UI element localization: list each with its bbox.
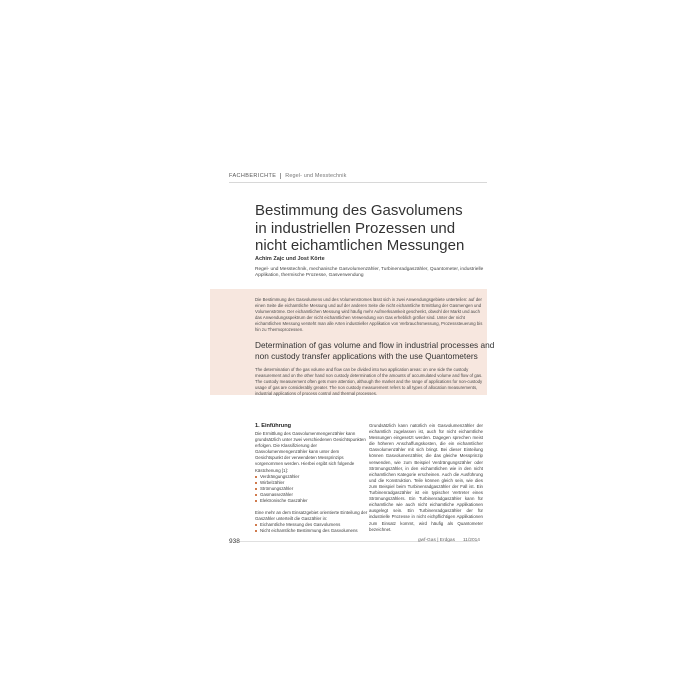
article-keywords: Regel- und Messtechnik, mechanische Gasvolumenzähler, Turbinenradgaszähler, Quantometer, industrielle Applikation, thermische Prozesse, Gasverwendung: [255, 267, 484, 279]
intro-paragraph: Die Ermittlung des Gasvolumenmengenzähler kann grundsätzlich unter zwei verschiedenen Gesichtspunkten erfolgen. Die Klassifizierung der Gasvolumenmengenzähler kann unter dem Gesichtspunkt der verwendeten Messprinzips vorgenommen werden. Hierbei ergibt sich folgende Kästchenung [1]:: [255, 431, 366, 473]
article-authors: Achim Zajc und Jost Körte: [255, 256, 325, 262]
title-line: nicht eichamtlichen Messungen: [255, 237, 465, 255]
page-number: 938: [229, 538, 240, 545]
abstract-english-title: [255, 340, 495, 361]
application-list: [255, 522, 368, 534]
subsection-name: Regel- und Messtechnik: [285, 173, 347, 179]
second-paragraph: Eine mehr an dem Einsatzgebiet orientierte Einteilung der Gaszähler unterteilt die Gaszähler in:: [255, 510, 368, 522]
right-column-paragraph: Grundsätzlich kann natürlich ein Gasvolumenzähler der eichamtlich zugelassen ist, auch für nicht eichamtliche Messungen eingesetzt werden. Dagegen sprechen meist die höheren Anschaffungskosten, die ein eichamtlicher Gasvolumenzähler mit sich bringt. Bei dieser Einteilung können Gasvolumenzähler, die das gleiche Messprinzip verwenden, wie zum Beispiel Verdrängungszähler oder Strömungszähler, in den eichamtlichen wie in den nicht eichamtlichen Kategorie erscheinen. Auch die Ausführung und die Konstruktion. Teile können gleich sein, wie dies zum Beispiel beim Turbinenradgaszähler der Fall ist. Ein Turbinenradgaszähler ist ein typischer Vertreter eines Strömungszählers. Ein Turbinenradgaszähler kann für eichamtliche wie auch nicht eichamtliche Applikationen ausgelegt sein. Ein Turbinenradgaszähler der für industrielle Prozesse in nicht eichpflichtigen Applikationen zum Einsatz kommt, wird häufig als Quantometer bezeichnet.: [369, 423, 483, 532]
list-item: Verdrängungszähler: [255, 474, 368, 480]
section-name: FACHBERICHTE: [229, 173, 277, 179]
meter-type-list: [255, 474, 368, 504]
abstract-german: Die Bestimmung des Gasvolumens und des Volumenstromes lässt sich in zwei Anwendungsgebiete unterteilen: auf der einen Seite die eichamtliche Messung und auf der anderen Seite die nicht eichamtliche Ermittlung der Gasmengen und Volumenströme. Der eichamtlichen Messung wird häufig mehr Aufmerksamkeit geschenkt, obwohl der Markt und auch das Anwendungsspektrum der nicht eichamtlichen Verwendung von Gas erheblich größer sind. Unter der nicht eichamtlichen Messung versteht man alle Arten industrieller Applikation von Verbrauchsmessung, Prozesssteuerung bis hin zu Thermoprozessen.: [255, 297, 483, 333]
body-column-right: [369, 423, 483, 533]
section-header: [229, 173, 346, 179]
list-item: Strömungszähler: [255, 486, 368, 492]
article-title: [255, 202, 495, 255]
issue-number: 11/2014: [462, 538, 480, 543]
title-line: in industriellen Prozessen und: [255, 219, 456, 237]
section-heading: 1. Einführung: [255, 423, 292, 429]
header-separator: [280, 173, 281, 179]
title-line: Bestimmung des Gasvolumens: [255, 202, 463, 220]
abstract-title-line: non custody transfer applications with the use Quantometers: [255, 350, 478, 361]
list-item: Nicht eichamtliche Bestimmung des Gasvolumens: [255, 528, 368, 534]
list-item: Wirbelzähler: [255, 480, 368, 486]
list-item: Eichamtliche Messung des Gasvolumens: [255, 522, 368, 528]
body-column-left: [255, 423, 368, 535]
journal-name: gwf-Gas | Erdgas: [418, 538, 455, 543]
header-rule: [229, 182, 487, 183]
footer-journal: [418, 538, 480, 543]
abstract-english: The determination of the gas volume and flow can be divided into two application areas: on one side the custody measurement and on the other hand non custody determination of the amounts of accumulated volume and flow of gas. The custody measurement often gets more attention, although the market and the range of applications for non-custody usage of gas are considerably greater. The non custody measurement refers to all types of allocation measurements, industrial applications of process control and thermal processes.: [255, 367, 483, 397]
abstract-title-line: Determination of gas volume and flow in industrial processes and: [255, 340, 495, 350]
list-item: Gasmassezähler: [255, 492, 368, 498]
list-item: Elektronische Gaszähler: [255, 498, 368, 504]
